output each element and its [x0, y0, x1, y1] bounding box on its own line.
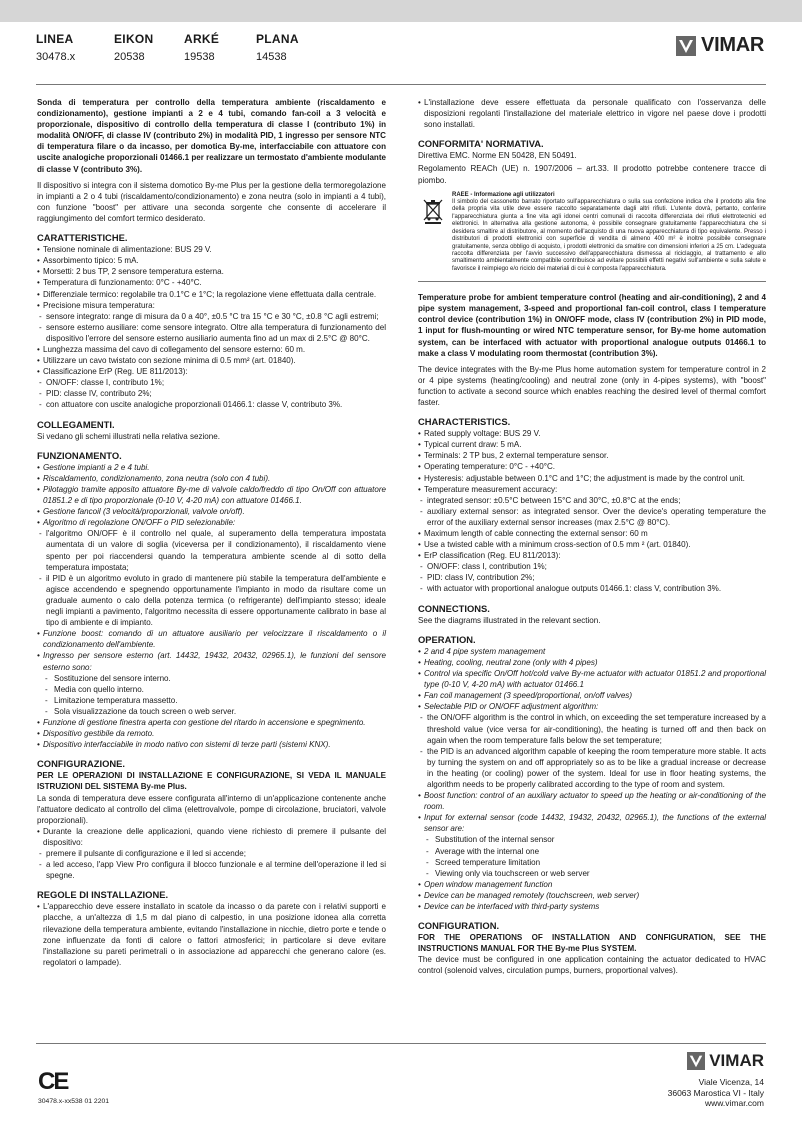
- section-title-characteristics-en: CHARACTERISTICS.: [418, 416, 511, 428]
- list-item: • Riscaldamento, condizionamento, zona neutra (solo con 4 tubi).: [37, 473, 386, 484]
- list-item: - a led acceso, l'app View Pro configura il blocco funzionale e al termine dell'operazione il led si spegne.: [37, 859, 386, 881]
- list-item: • Open window management function: [418, 879, 766, 890]
- line-arke: [184, 32, 219, 63]
- section-title-configuration-it: CONFIGURAZIONE.: [37, 758, 126, 770]
- line-code: 30478.x: [36, 51, 76, 63]
- section-title-conformity-it: CONFORMITA' NORMATIVA.: [418, 138, 544, 150]
- list-item: • Tensione nominale di alimentazione: BUS 29 V.: [37, 244, 386, 255]
- configuration-text-it: La sonda di temperatura deve essere configurata all'interno di un'applicazione contenente anche l'attuatore dedicato al controllo del clima (elettrovalvole, pompe di circolazione, bruciatori, valvole proporzionali).: [37, 793, 386, 825]
- list-item: • Heating, cooling, neutral zone (only with 4 pipes): [418, 657, 766, 668]
- footer-vimar-logo: [687, 1051, 764, 1071]
- italian-column: [37, 97, 386, 968]
- raee-body: Il simbolo del cassonetto barrato riportato sull'apparecchiatura o sulla sua confezione indica che il prodotto alla fine della propria vita utile deve essere raccolto separatamente dagli altri rifiuti. L'utente dovrà, pertanto, conferire l'apparecchiatura giunta a fine vita agli idonei centri comunali di raccolta differenziata dei rifiuti elettrotecnici ed elettronici. In alternativa alla gestione autonoma, è possibile consegnare gratuitamente l'apparecchiatura che si desidera smaltire al distributore, al momento dell'acquisto di una nuova apparecchiatura di tipo equivalente. Presso i distributori di prodotti elettronici con superficie di vendita di almeno 400 m² è inoltre possibile consegnare gratuitamente, senza obbligo di acquisto, i prodotti elettronici da smaltire con dimensioni inferiori a 25 cm. L'adeguata raccolta differenziata per l'avvio successivo dell'apparecchiatura dismessa al riciclaggio, al trattamento e allo smaltimento ambientalmente compatibile contribuisce ad evitare possibili effetti negativi sull'ambiente e sulla salute e favorisce il reimpiego e/o riciclo dei materiali di cui è composta l'apparecchiatura.: [452, 199, 766, 272]
- intro-it: Il dispositivo si integra con il sistema domotico By-me Plus per la gestione della termoregolazione in impianti a 2 o 4 tubi (riscaldamento/condizionamento) e zona neutra (solo in impianti a 4 tubi), con funzione "boost" per attivare una seconda sorgente che consente di accelerare il raggiungimento del comfort termico desiderato.: [37, 180, 386, 223]
- ce-mark: CE: [38, 1068, 68, 1095]
- list-item: - Sola visualizzazione da touch screen o web server.: [37, 706, 386, 717]
- document-code: 30478.x-xx538 01 2201: [38, 1098, 110, 1105]
- list-item: • Algoritmo di regolazione ON/OFF o PID selezionabile:: [37, 517, 386, 528]
- vimar-logo-icon: [687, 1052, 705, 1070]
- list-item: - Screed temperature limitation: [418, 857, 766, 868]
- list-item: • Gestione fancoil (3 velocità/proporzionali, valvole on/off).: [37, 506, 386, 517]
- right-column: [418, 97, 766, 982]
- connections-text-en: See the diagrams illustrated in the relevant section.: [418, 615, 601, 625]
- list-item: • Funzione di gestione finestra aperta con gestione del ritardo in accensione e spegnimento.: [37, 717, 386, 728]
- section-title-operation-it: FUNZIONAMENTO.: [37, 449, 122, 461]
- address-city: 36063 Marostica VI - Italy: [667, 1087, 764, 1098]
- website-link[interactable]: www.vimar.com: [704, 1098, 764, 1108]
- list-item: • Maximum length of cable connecting the external sensor: 60 m: [418, 528, 766, 539]
- list-item: • Boost function: control of an auxiliary actuator to speed up the heating or air-conditioning of the room.: [418, 790, 766, 812]
- list-item: • Control via specific On/Off hot/cold valve By-me actuator with actuator 01851.2 and proportional type (0-10 V, 4-20 mA) with actuator 01466.1: [418, 668, 766, 690]
- list-item: • Fan coil management (3 speed/proportional, on/off valves): [418, 690, 766, 701]
- language-divider: [418, 281, 766, 282]
- conformity-reach-it: Regolamento REACh (UE) n. 1907/2006 – art.33. Il prodotto potrebbe contenere tracce di piombo.: [418, 164, 766, 185]
- list-item: - Sostituzione del sensore interno.: [37, 673, 386, 684]
- installation-list-it: [37, 901, 386, 968]
- list-item: • Typical current draw: 5 mA.: [418, 439, 766, 450]
- line-plana: [256, 32, 299, 63]
- configuration-list-it: [37, 826, 386, 881]
- list-item: - con attuatore con uscite analogiche proporzionali 01466.1: classe V, contributo 3%.: [37, 399, 386, 410]
- line-name: ARKÉ: [184, 32, 220, 46]
- list-item: • Utilizzare un cavo twistato con sezione minima di 0.5 mm² (art. 01840).: [37, 355, 386, 366]
- list-item: - PID: class IV, contribution 2%;: [418, 572, 766, 583]
- list-item: - with actuator with proportional analogue outputs 01466.1: class V, contribution 3%.: [418, 583, 766, 594]
- crossed-bin-icon: [422, 198, 444, 224]
- list-item: - Media con quello interno.: [37, 684, 386, 695]
- list-item: - auxiliary external sensor: as integrated sensor. Over the device's operating temperature the error of the auxiliary external sensor increases (max 2.5°C @ 80°C).: [418, 506, 766, 528]
- list-item: • Device can be interfaced with third-party systems: [418, 901, 766, 912]
- list-item: - premere il pulsante di configurazione e il led si accende;: [37, 848, 386, 859]
- configuration-bold-en: FOR THE OPERATIONS OF INSTALLATION AND CONFIGURATION, SEE THE INSTRUCTIONS MANUAL FOR THE By-me Plus SYSTEM.: [418, 933, 766, 954]
- section-title-operation-en: OPERATION.: [418, 633, 476, 645]
- list-item: • Ingresso per sensore esterno (art. 14432, 19432, 20432, 02965.1), le funzioni del sensore esterno sono:: [37, 650, 386, 672]
- line-name: PLANA: [256, 32, 299, 46]
- section-title-characteristics-it: CARATTERISTICHE.: [37, 232, 128, 244]
- footer-divider: [36, 1043, 766, 1044]
- list-item: • ErP classification (Reg. EU 811/2013):: [418, 550, 766, 561]
- line-code: 20538: [114, 51, 145, 63]
- raee-text: [452, 192, 766, 273]
- list-item: • Classificazione ErP (Reg. UE 811/2013):: [37, 366, 386, 377]
- list-item: • Terminals: 2 TP bus, 2 external temperature sensor.: [418, 450, 766, 461]
- list-item: • Use a twisted cable with a minimum cross-section of 0.5 mm ² (art. 01840).: [418, 539, 766, 550]
- list-item: • Temperature measurement accuracy:: [418, 484, 766, 495]
- operation-list-it: [37, 462, 386, 750]
- list-item: • Differenziale termico: regolabile tra 0.1°C e 1°C; la regolazione viene effettuata dalla centrale.: [37, 289, 386, 300]
- conformity-emc-it: Direttiva EMC. Norme EN 50428, EN 50491.: [418, 151, 577, 161]
- list-item: - Average with the internal one: [418, 846, 766, 857]
- list-item: • Device can be managed remotely (touchscreen, web server): [418, 890, 766, 901]
- section-title-connections-en: CONNECTIONS.: [418, 602, 490, 614]
- brand-name: VIMAR: [701, 34, 764, 56]
- list-item: • Rated supply voltage: BUS 29 V.: [418, 428, 766, 439]
- list-item: • Selectable PID or ON/OFF adjustment algorithm:: [418, 701, 766, 712]
- operation-list-en: [418, 646, 766, 912]
- line-code: 14538: [256, 51, 287, 63]
- line-code: 19538: [184, 51, 215, 63]
- line-eikon: [114, 32, 154, 63]
- characteristics-list-it: [37, 244, 386, 410]
- configuration-bold-it: PER LE OPERAZIONI DI INSTALLAZIONE E CONFIGURAZIONE, SI VEDA IL MANUALE ISTRUZIONI DEL SISTEMA By-me Plus.: [37, 771, 386, 792]
- list-item: - Limitazione temperatura massetto.: [37, 695, 386, 706]
- list-item: - l'algoritmo ON/OFF è il controllo nel quale, al superamento della temperatura impostata aumentata di un valore di soglia (viceversa per il condizionamento), il riscaldamento viene spento per poi riaccendersi quando la temperatura ambiente scende al di sotto della temperatura impostata;: [37, 528, 386, 572]
- line-name: EIKON: [114, 32, 154, 46]
- list-item: • L'installazione deve essere effettuata da personale qualificato con l'osservanza delle disposizioni regolanti l'installazione del materiale elettrico in vigore nel paese dove i prodotti sono installati.: [418, 97, 766, 130]
- list-item: - Viewing only via touchscreen or web server: [418, 868, 766, 879]
- intro-bold-it: Sonda di temperatura per controllo della temperatura ambiente (riscaldamento e condizionamento), gestione impianti a 2 e 4 tubi, comando fan-coil a 3 velocità e proporzionale, dispositivo di controllo della temperatura di classe I (contributo 1%) in modalità ON/OFF, di classe IV (contributo 2%) in modalità PID, 1 ingresso per sensore NTC di temperatura filare o da incasso, per domotica By-me, interfacciabile con attuatore con uscite analogiche proporzionali 01466.1 per realizzare un termostato d'ambiente modulante di classe V (contributo 3%).: [37, 98, 386, 174]
- list-item: • Durante la creazione delle applicazioni, quando viene richiesto di premere il pulsante del dispositivo:: [37, 826, 386, 848]
- top-bar: [0, 0, 802, 22]
- configuration-text-en: The device must be configured in one application containing the actuator dedicated to HVAC control (solenoid valves, circulation pumps, burners, proportional valves).: [418, 955, 766, 976]
- list-item: - the PID is an advanced algorithm capable of keeping the room temperature more stable. It acts by turning the system on and off appropriately so as to be like a gradual increase or decrease in the heating (or cooling) power of the system. Ideal for use in floor heating systems, the algorithm needs to be properly calibrated according to the type of room and system.: [418, 746, 766, 790]
- company-address: [668, 1077, 764, 1109]
- list-item: • Pilotaggio tramite apposito attuatore By-me di valvole caldo/freddo di tipo On/Off con attuatore 01851.2 e di tipo proporzionale (0-10 V, 4-20 mA) con attuatore 01466.1.: [37, 484, 386, 506]
- address-street: Viale Vicenza, 14: [698, 1077, 764, 1087]
- section-title-installation-it: REGOLE DI INSTALLAZIONE.: [37, 889, 169, 901]
- connections-text-it: Si vedano gli schemi illustrati nella relativa sezione.: [37, 431, 220, 441]
- list-item: • L'apparecchio deve essere installato in scatole da incasso o da parete con i relativi supporti e placche, a un'altezza di 1,5 m dal piano di calpestio, in una posizione idonea alla corretta rilevazione della temperatura ambiente, evitando l'installazione in nicchie, dietro porte e tende o zone influenzate da fonti di calore o fattori atmosferici; in particolare si deve evitare l'installazione su pareti perimetrali o in associazione ad apparecchi che generano calore (es. regolatori o lampade).: [37, 901, 386, 968]
- list-item: • Lunghezza massima del cavo di collegamento del sensore esterno: 60 m.: [37, 344, 386, 355]
- intro-en: The device integrates with the By-me Plus home automation system for temperature control in 2 or 4 pipe systems (heating/cooling) and neutral zone (only in 4-pipes systems), with "boost" function to activate a second source which enables reaching the desired level of thermal comfort faster.: [418, 364, 766, 407]
- line-name: LINEA: [36, 32, 74, 46]
- vimar-logo: [676, 34, 764, 57]
- list-item: - integrated sensor: ±0.5°C between 15°C and 30°C, ±0.8°C at the ends;: [418, 495, 766, 506]
- raee-title: RAEE - Informazione agli utilizzatori: [452, 191, 555, 198]
- list-item: • Precisione misura temperatura:: [37, 300, 386, 311]
- list-item: • Funzione boost: comando di un attuatore ausiliario per velocizzare il riscaldamento o il condizionamento dell'ambiente.: [37, 628, 386, 650]
- line-linea: [36, 32, 75, 63]
- list-item: • Assorbimento tipico: 5 mA.: [37, 255, 386, 266]
- list-item: • Gestione impianti a 2 e 4 tubi.: [37, 462, 386, 473]
- list-item: - the ON/OFF algorithm is the control in which, on exceeding the set temperature increased by a threshold value (vice versa for air-conditioning), the heating is turned off and then back on again when the room temperature falls below the set temperature;: [418, 712, 766, 745]
- installation-list-it-cont: [418, 97, 766, 130]
- characteristics-list-en: [418, 428, 766, 594]
- list-item: - sensore esterno ausiliare: come sensore integrato. Oltre alla temperatura di funzionamento del dispositivo l'errore del sensore esterno ausiliario aumenta fino ad un max di 2.5°C @ 80°C.: [37, 322, 386, 344]
- raee-block: [418, 192, 766, 273]
- list-item: • Morsetti: 2 bus TP, 2 sensore temperatura esterna.: [37, 266, 386, 277]
- list-item: • 2 and 4 pipe system management: [418, 646, 766, 657]
- list-item: • Dispositivo interfacciabile in modo nativo con sistemi di terze parti (sistemi KNX).: [37, 739, 386, 750]
- list-item: - ON/OFF: classe I, contributo 1%;: [37, 377, 386, 388]
- list-item: • Input for external sensor (code 14432, 19432, 20432, 02965.1), the functions of the external sensor are:: [418, 812, 766, 834]
- list-item: • Hysteresis: adjustable between 0.1°C and 1°C; the adjustment is made by the control unit.: [418, 473, 766, 484]
- vimar-logo-icon: [676, 36, 696, 56]
- list-item: - ON/OFF: class I, contribution 1%;: [418, 561, 766, 572]
- list-item: • Dispositivo gestibile da remoto.: [37, 728, 386, 739]
- list-item: - Substitution of the internal sensor: [418, 834, 766, 845]
- intro-bold-en: Temperature probe for ambient temperature control (heating and air-conditioning), 2 and 4 pipe system management, 3-speed and proportional fan-coil control, class I temperature control device (contribution 1%) in ON/OFF mode, class IV (contribution 2%) in PID mode, 1 input for flush-mounting or wired NTC temperature sensor, for By-me home automation system, can be interfaced with actuator with proportional analogue outputs 01466.1 to make a class V modulating room thermostat (contribution 3%).: [418, 293, 766, 358]
- section-title-connections-it: COLLEGAMENTI.: [37, 418, 115, 430]
- list-item: • Temperatura di funzionamento: 0°C - +40°C.: [37, 277, 386, 288]
- list-item: - PID: classe IV, contributo 2%;: [37, 388, 386, 399]
- list-item: - il PID è un algoritmo evoluto in grado di mantenere più stabile la temperatura dell'ambiente e agisce accendendo e spegnendo opportunamente l'impianto in modo da risultare come un graduale aumento o calo della potenza termica (o refrigerante) dell'impianto stesso; ideale negli impianti a pavimento, l'algoritmo necessita di essere opportunamente calibrato in base al tipo di ambiente e di impianto.: [37, 573, 386, 628]
- footer-brand-name: VIMAR: [709, 1051, 764, 1070]
- list-item: - sensore integrato: range di misura da 0 a 40°, ±0.5 °C tra 15 °C e 30 °C, ±0.8 °C agli estremi;: [37, 311, 386, 322]
- header-divider: [36, 84, 766, 85]
- section-title-configuration-en: CONFIGURATION.: [418, 920, 500, 932]
- list-item: • Operating temperature: 0°C - +40°C.: [418, 461, 766, 472]
